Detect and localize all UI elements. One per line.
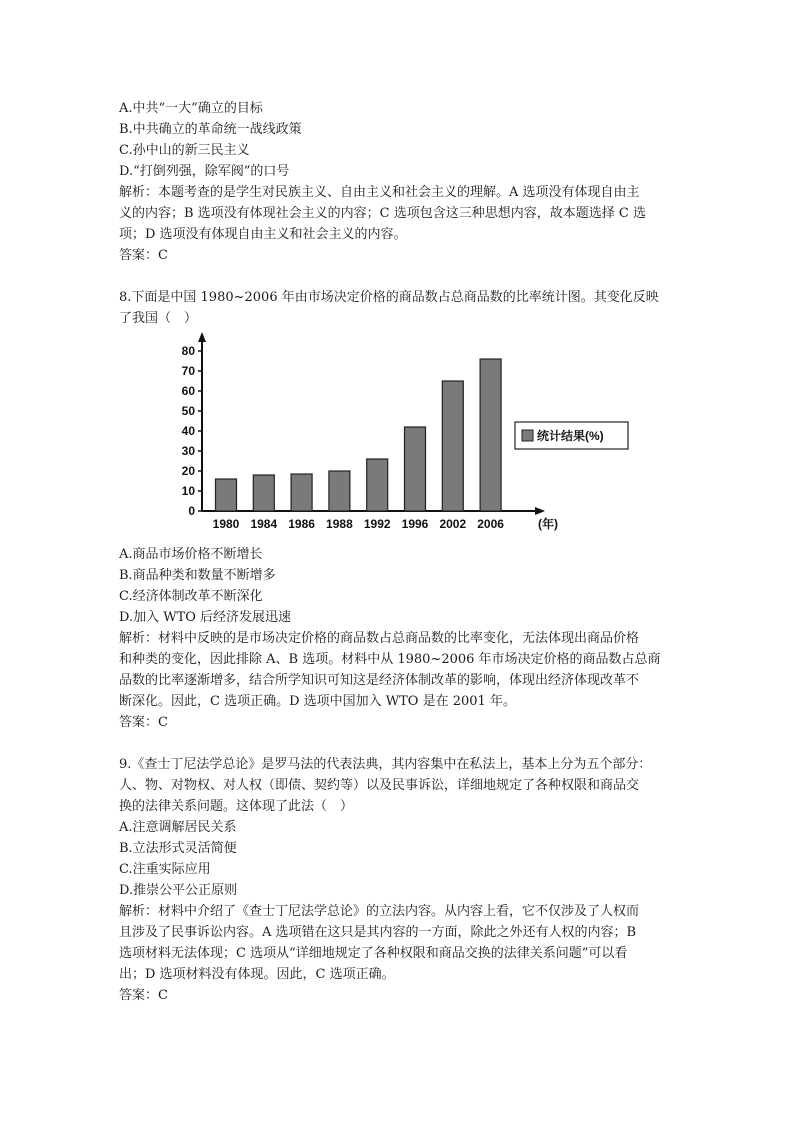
- analysis-line: 义的内容；B 选项没有体现社会主义的内容；C 选项包含这三种思想内容，故本题选择 C 选: [119, 206, 646, 221]
- q9-analysis: [119, 901, 694, 985]
- option-b: B.立法形式灵活简便: [119, 841, 237, 856]
- option-c: C.孙中山的新三民主义: [119, 143, 250, 158]
- analysis-line: 品数的比率逐渐增多，结合所学知识可知这是经济体制改革的影响，体现出经济体现改革不: [119, 673, 640, 688]
- bar-chart: [165, 329, 645, 544]
- q9-stem: [119, 754, 694, 817]
- option-b: B.中共确立的革命统一战线政策: [119, 122, 302, 137]
- stem-line: 9.《查士丁尼法学总论》是罗马法的代表法典，其内容集中在私法上，基本上分为五个部分：: [119, 757, 652, 772]
- analysis-line: 出；D 选项材料没有体现。因此，C 选项正确。: [119, 967, 395, 982]
- x-axis-arrow: [535, 507, 545, 515]
- q8-stem: [119, 287, 694, 329]
- option-a: A.商品市场价格不断增长: [119, 547, 263, 562]
- analysis-line: 且涉及了民事诉讼内容。A 选项错在这只是其内容的一方面，除此之外还有人权的内容；B: [119, 925, 637, 940]
- bar: [405, 427, 426, 511]
- stem-line: 人、物、对物权、对人权（即债、契约等）以及民事诉讼，详细地规定了各种权限和商品交: [119, 778, 640, 793]
- analysis-line: 解析：材料中介绍了《查士丁尼法学总论》的立法内容。从内容上看，它不仅涉及了人权而: [119, 904, 640, 919]
- bar: [291, 474, 312, 511]
- analysis-line: 解析：本题考查的是学生对民族主义、自由主义和社会主义的理解。A 选项没有体现自由主: [119, 185, 640, 200]
- bar: [367, 459, 388, 511]
- option-a: A.中共“一大”确立的目标: [119, 101, 263, 116]
- bar: [216, 479, 237, 511]
- y-tick-label: 40: [181, 424, 195, 438]
- bar: [329, 471, 350, 511]
- x-tick-label: 1996: [401, 517, 429, 531]
- q9-options: [119, 817, 694, 901]
- q8-answer: 答案：C: [119, 715, 168, 730]
- q8-analysis: [119, 628, 694, 712]
- option-b: B.商品种类和数量不断增多: [119, 568, 276, 583]
- q9-answer: 答案：C: [119, 988, 168, 1003]
- option-d: D.推崇公平公正原则: [119, 883, 238, 898]
- q8-options: [119, 544, 694, 628]
- option-d: D.加入 WTO 后经济发展迅速: [119, 610, 292, 625]
- y-tick-label: 20: [181, 464, 195, 478]
- bar: [253, 475, 274, 511]
- x-tick-label: 1984: [250, 517, 278, 531]
- option-c: C.经济体制改革不断深化: [119, 589, 263, 604]
- x-tick-label: 2002: [439, 517, 467, 531]
- y-tick-label: 60: [181, 384, 195, 398]
- x-tick-label: 1986: [288, 517, 315, 531]
- x-tick-label: 1992: [363, 517, 391, 531]
- option-d: D.“打倒列强，除军阀”的口号: [119, 164, 290, 179]
- bar: [480, 359, 501, 511]
- y-tick-label: 80: [181, 344, 195, 358]
- analysis-line: 和种类的变化，因此排除 A、B 选项。材料中从 1980~2006 年市场决定价格的商品数占总商: [119, 652, 661, 667]
- option-a: A.注意调解居民关系: [119, 820, 237, 835]
- y-tick-label: 10: [181, 484, 195, 498]
- stem-line: 8.下面是中国 1980~2006 年由市场决定价格的商品数占总商品数的比率统计图。其变化反映: [119, 290, 659, 305]
- analysis-line: 选项材料无法体现；C 选项从“详细地规定了各种权限和商品交换的法律关系问题”可以看: [119, 946, 628, 961]
- x-tick-label: 1980: [212, 517, 240, 531]
- legend-label: 统计结果(%): [537, 429, 604, 443]
- bar: [442, 381, 463, 511]
- y-tick-label: 30: [181, 444, 195, 458]
- q7-options: [119, 98, 694, 182]
- y-tick-label: 50: [181, 404, 195, 418]
- q7-analysis: [119, 182, 694, 245]
- q7-answer: 答案：C: [119, 248, 168, 263]
- option-c: C.注重实际应用: [119, 862, 211, 877]
- y-tick-label: 70: [181, 364, 195, 378]
- y-tick-label: 0: [188, 504, 195, 518]
- x-tick-label: 2006: [477, 517, 504, 531]
- stem-line: 了我国（ ）: [119, 311, 198, 326]
- analysis-line: 项；D 选项没有体现自由主义和社会主义的内容。: [119, 227, 407, 242]
- x-axis-label: (年): [538, 517, 558, 531]
- y-axis-arrow: [198, 332, 206, 342]
- analysis-line: 解析：材料中反映的是市场决定价格的商品数占总商品数的比率变化，无法体现出商品价格: [119, 631, 640, 646]
- document-page: [119, 98, 694, 1006]
- bar-chart-svg: [165, 329, 645, 544]
- legend-swatch: [522, 430, 533, 441]
- x-tick-label: 1988: [326, 517, 353, 531]
- stem-line: 换的法律关系问题。这体现了此法（ ）: [119, 799, 354, 814]
- analysis-line: 断深化。因此，C 选项正确。D 选项中国加入 WTO 是在 2001 年。: [119, 694, 516, 709]
